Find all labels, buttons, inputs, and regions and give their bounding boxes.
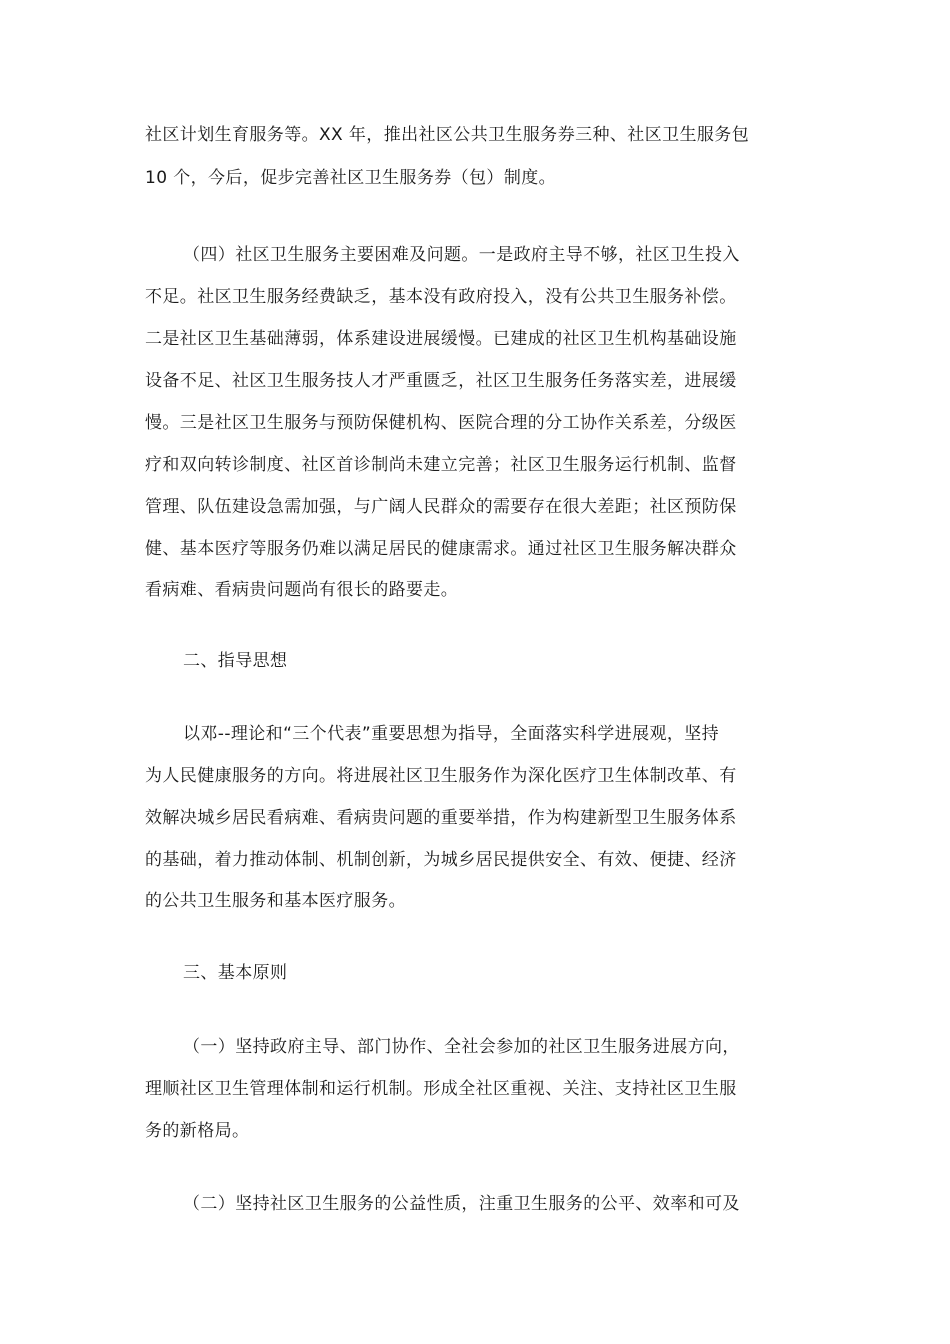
text-line: （一）坚持政府主导、部门协作、全社会参加的社区卫生服务进展方向，: [183, 1037, 740, 1057]
text-line: （二）坚持社区卫生服务的公益性质，注重卫生服务的公平、效率和可及: [183, 1194, 740, 1214]
text-line: 慢。三是社区卫生服务与预防保健机构、医院合理的分工协作关系差，分级医: [145, 413, 737, 433]
section-heading: 二、指导思想: [183, 651, 288, 671]
text-line: 二是社区卫生基础薄弱，体系建设进展缓慢。已建成的社区卫生机构基础设施: [145, 329, 737, 349]
text-line: 务的新格局。: [145, 1121, 250, 1141]
text-line: 的基础，着力推动体制、机制创新，为城乡居民提供安全、有效、便捷、经济: [145, 850, 737, 870]
text-line: 管理、队伍建设急需加强，与广阔人民群众的需要存在很大差距；社区预防保: [145, 497, 737, 517]
text-line: 设备不足、社区卫生服务技人才严重匮乏，社区卫生服务任务落实差，进展缓: [145, 371, 737, 391]
section-heading: 三、基本原则: [183, 963, 288, 983]
text-line: 为人民健康服务的方向。将进展社区卫生服务作为深化医疗卫生体制改革、有: [145, 766, 737, 786]
text-line: 效解决城乡居民看病难、看病贵问题的重要举措，作为构建新型卫生服务体系: [145, 808, 737, 828]
text-line: 社区计划生育服务等。XX 年，推出社区公共卫生服务券三种、社区卫生服务包: [145, 125, 750, 145]
text-line: 以邓--理论和“三个代表”重要思想为指导，全面落实科学进展观，坚持: [183, 724, 720, 744]
text-line: 健、基本医疗等服务仍难以满足居民的健康需求。通过社区卫生服务解决群众: [145, 539, 737, 559]
text-line: 看病难、看病贵问题尚有很长的路要走。: [145, 580, 459, 600]
text-line: 疗和双向转诊制度、社区首诊制尚未建立完善；社区卫生服务运行机制、监督: [145, 455, 737, 475]
text-line: （四）社区卫生服务主要困难及问题。一是政府主导不够，社区卫生投入: [183, 245, 740, 265]
text-line: 的公共卫生服务和基本医疗服务。: [145, 891, 406, 911]
text-line: 不足。社区卫生服务经费缺乏，基本没有政府投入，没有公共卫生服务补偿。: [145, 287, 737, 307]
text-line: 10 个，今后，促步完善社区卫生服务券（包）制度。: [145, 168, 557, 188]
text-line: 理顺社区卫生管理体制和运行机制。形成全社区重视、关注、支持社区卫生服: [145, 1079, 737, 1099]
